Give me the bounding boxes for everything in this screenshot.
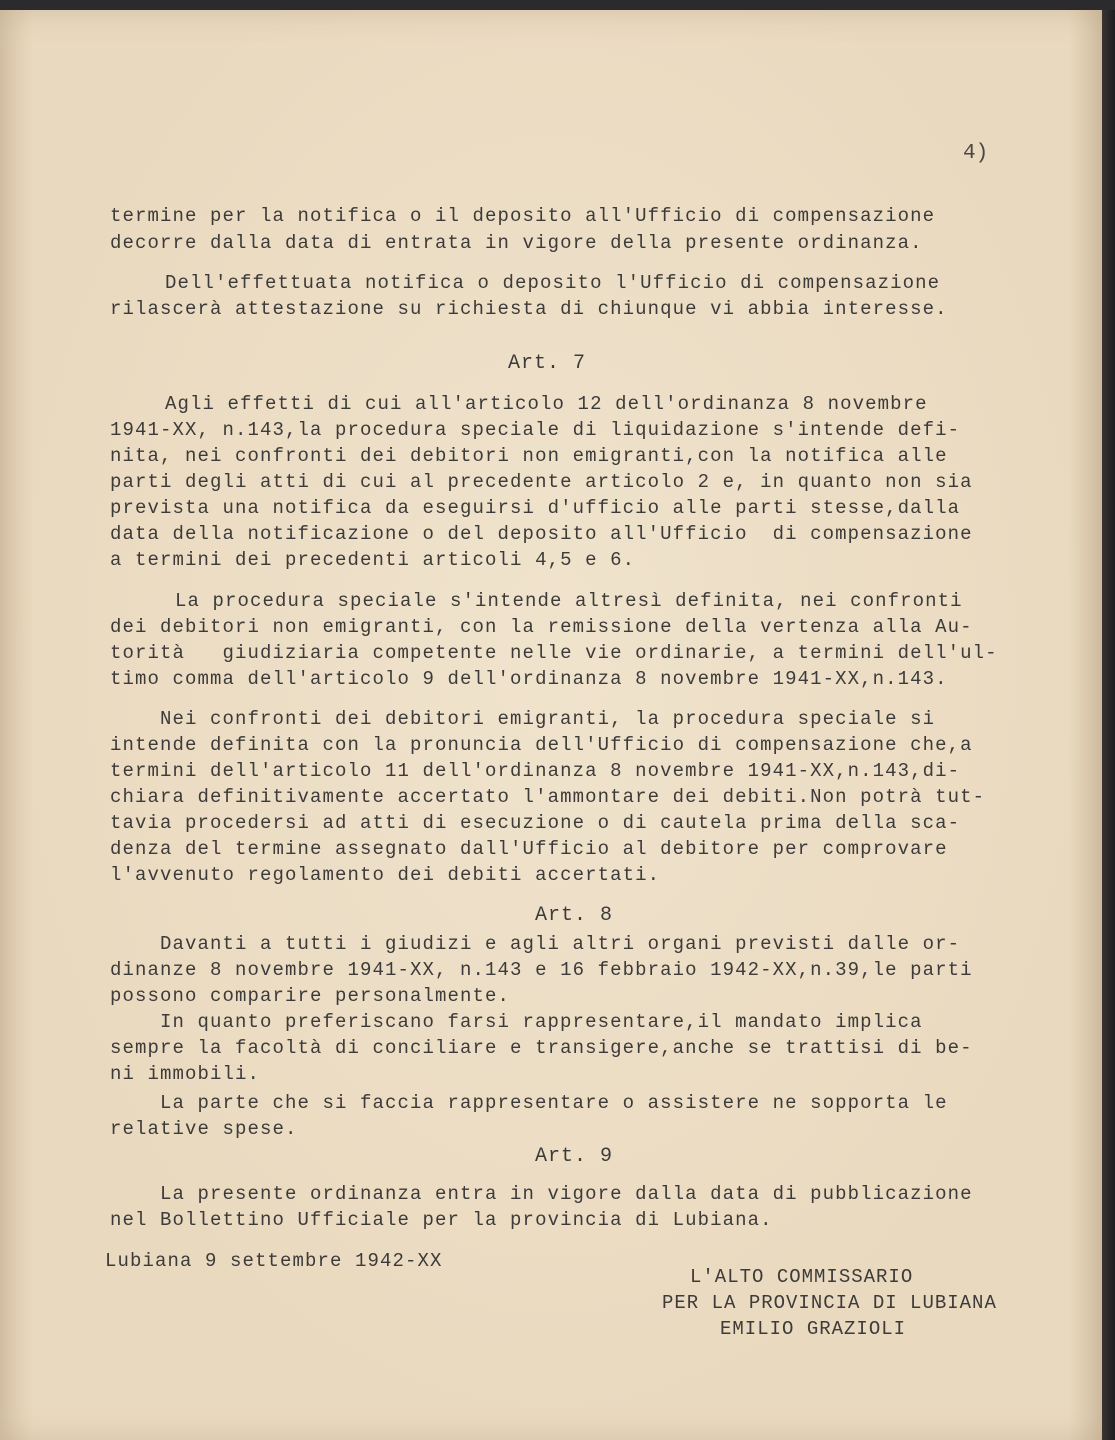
text-line: parti degli atti di cui al precedente articolo 2 e, in quanto non sia xyxy=(110,471,973,493)
text-line: La presente ordinanza entra in vigore dalla data di pubblicazione xyxy=(160,1183,973,1205)
text-line: Agli effetti di cui all'articolo 12 dell'ordinanza 8 novembre xyxy=(165,393,928,415)
article-heading: Art. 7 xyxy=(508,352,587,375)
text-line: ni immobili. xyxy=(110,1063,261,1085)
place-date: Lubiana 9 settembre 1942-XX xyxy=(105,1250,443,1272)
text-line: prevista una notifica da eseguirsi d'ufficio alle parti stesse,dalla xyxy=(110,497,961,519)
text-line: rilascerà attestazione su richiesta di chiunque vi abbia interesse. xyxy=(110,298,948,320)
text-line: relative spese. xyxy=(110,1118,298,1140)
text-line: tavia procedersi ad atti di esecuzione o di cautela prima della sca- xyxy=(110,812,961,834)
text-line: dinanze 8 novembre 1941-XX, n.143 e 16 febbraio 1942-XX,n.39,le parti xyxy=(110,959,973,981)
text-line: termine per la notifica o il deposito all'Ufficio di compensazione xyxy=(110,205,936,227)
text-line: possono comparire personalmente. xyxy=(110,985,511,1007)
text-line: dei debitori non emigranti, con la remissione della vertenza alla Au- xyxy=(110,616,973,638)
text-line: torità giudiziaria competente nelle vie ordinarie, a termini dell'ul- xyxy=(110,642,998,664)
text-line: sempre la facoltà di conciliare e transigere,anche se trattisi di be- xyxy=(110,1037,973,1059)
text-line: Nei confronti dei debitori emigranti, la procedura speciale si xyxy=(160,708,936,730)
article-heading: Art. 9 xyxy=(535,1145,614,1168)
text-line: 1941-XX, n.143,la procedura speciale di liquidazione s'intende defi- xyxy=(110,419,961,441)
text-line: La procedura speciale s'intende altresì definita, nei confronti xyxy=(175,590,963,612)
article-heading: Art. 8 xyxy=(535,904,614,927)
text-line: Davanti a tutti i giudizi e agli altri organi previsti dalle or- xyxy=(160,933,961,955)
text-line: denza del termine assegnato dall'Ufficio al debitore per comprovare xyxy=(110,838,948,860)
page-edge-shadow xyxy=(1102,10,1115,1440)
text-line: l'avvenuto regolamento dei debiti accertati. xyxy=(110,864,661,886)
page-number: 4) xyxy=(963,142,989,165)
signature-office: PER LA PROVINCIA DI LUBIANA xyxy=(662,1292,997,1314)
text-line: termini dell'articolo 11 dell'ordinanza 8 novembre 1941-XX,n.143,di- xyxy=(110,760,961,782)
text-line: decorre dalla data di entrata in vigore della presente ordinanza. xyxy=(110,232,923,254)
signature-name: EMILIO GRAZIOLI xyxy=(720,1318,907,1340)
text-line: nel Bollettino Ufficiale per la provincia di Lubiana. xyxy=(110,1209,773,1231)
text-line: a termini dei precedenti articoli 4,5 e 6. xyxy=(110,549,636,571)
text-line: nita, nei confronti dei debitori non emigranti,con la notifica alle xyxy=(110,445,948,467)
text-line: Dell'effettuata notifica o deposito l'Ufficio di compensazione xyxy=(165,272,941,294)
text-line: timo comma dell'articolo 9 dell'ordinanza 8 novembre 1941-XX,n.143. xyxy=(110,668,948,690)
signature-title: L'ALTO COMMISSARIO xyxy=(690,1266,914,1288)
text-line: data della notificazione o del deposito all'Ufficio di compensazione xyxy=(110,523,973,545)
text-line: chiara definitivamente accertato l'ammontare dei debiti.Non potrà tut- xyxy=(110,786,986,808)
text-line: intende definita con la pronuncia dell'Ufficio di compensazione che,a xyxy=(110,734,973,756)
text-line: La parte che si faccia rappresentare o assistere ne sopporta le xyxy=(160,1092,948,1114)
text-line: In quanto preferiscano farsi rappresentare,il mandato implica xyxy=(160,1011,923,1033)
